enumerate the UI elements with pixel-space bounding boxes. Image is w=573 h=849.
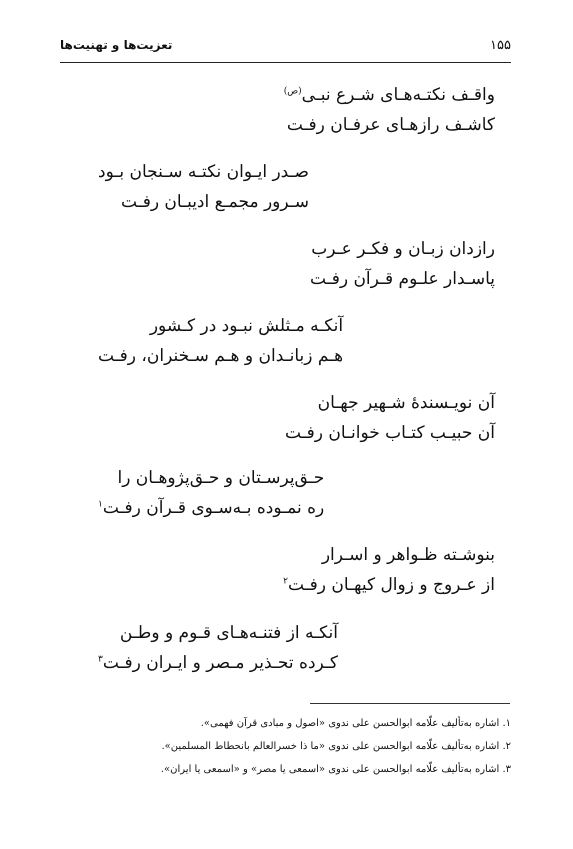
stanza-6 — [98, 463, 324, 523]
footnote-item: ۲. اشاره به‌تألیف علّامه ابوالحسن علی ندوی «ما ذا خسرالعالم بانحطاط المسلمین». — [161, 741, 511, 752]
page-number: ۱۵۵ — [490, 38, 511, 53]
verse-line: حـق‌پرسـتان و حـق‌پژوهـان را — [117, 468, 325, 488]
verse-line: پاسـدار علـوم قـرآن رفـت — [310, 269, 495, 289]
stanza-4 — [98, 311, 343, 371]
superscript-honorific: (ص) — [283, 86, 302, 97]
footnote-divider — [310, 703, 510, 704]
verse-line: هـم زبانـدان و هـم سـخنران، رفـت — [98, 346, 344, 366]
running-title: تعزیت‌ها و تهنیت‌ها — [60, 38, 173, 52]
verse-line: کـرده تحـذیر مـصر و ایـران رفـت$^۳$ — [98, 653, 338, 673]
footnote-item: ۳. اشاره به‌تألیف علّامه ابوالحسن علی ندوی «اسمعی یا مصر» و «اسمعی یا ایران». — [160, 764, 511, 775]
verse-line: آنکـه مـثلش نبـود در کـشور — [149, 316, 344, 336]
verse-line: آن نویـسندۀ شـهیر جهـان — [317, 393, 495, 413]
verse-line: صـدر ایـوان نکتـه سـنجان بـود — [98, 162, 309, 182]
stanza-8 — [98, 618, 338, 678]
footnote-item: ۱. اشاره به‌تألیف علّامه ابوالحسن علی ندوی «اصول و مبادی قرآن فهمی». — [200, 718, 511, 729]
page-header — [60, 38, 511, 60]
stanza-1 — [284, 80, 495, 140]
stanza-5 — [285, 388, 495, 448]
stanza-3 — [310, 234, 495, 294]
verse-line: واقـف نکتـه‌هـای شـرع نبـی$^{(ص)}$ — [283, 85, 495, 105]
verse-line: ره نمـوده بـه‌سـوی قـرآن رفـت$^۱$ — [98, 498, 325, 518]
stanza-7 — [283, 540, 495, 600]
header-divider — [60, 62, 511, 63]
footnote-ref[interactable]: ۱ — [98, 499, 103, 510]
footnote-ref[interactable]: ۳ — [98, 654, 103, 665]
verse-line: بنوشـته ظـواهر و اسـرار — [321, 545, 495, 565]
footnotes — [51, 712, 511, 781]
verse-line: آنکـه از فتنـه‌هـای قـوم و وطـن — [119, 623, 338, 643]
verse-line: رازدان زبـان و فکـر عـرب — [311, 239, 495, 259]
footnote-ref[interactable]: ۲ — [283, 576, 288, 587]
verse-line: آن حبیـب کتـاب خوانـان رفـت — [284, 423, 495, 443]
verse-line: از عـروج و زوال کیهـان رفـت$^۲$ — [283, 575, 495, 595]
stanza-2 — [98, 157, 309, 217]
verse-line: سـرور مجمـع ادیبـان رفـت — [121, 192, 309, 212]
verse-line: کاشـف رازهـای عرفـان رفـت — [286, 115, 495, 135]
